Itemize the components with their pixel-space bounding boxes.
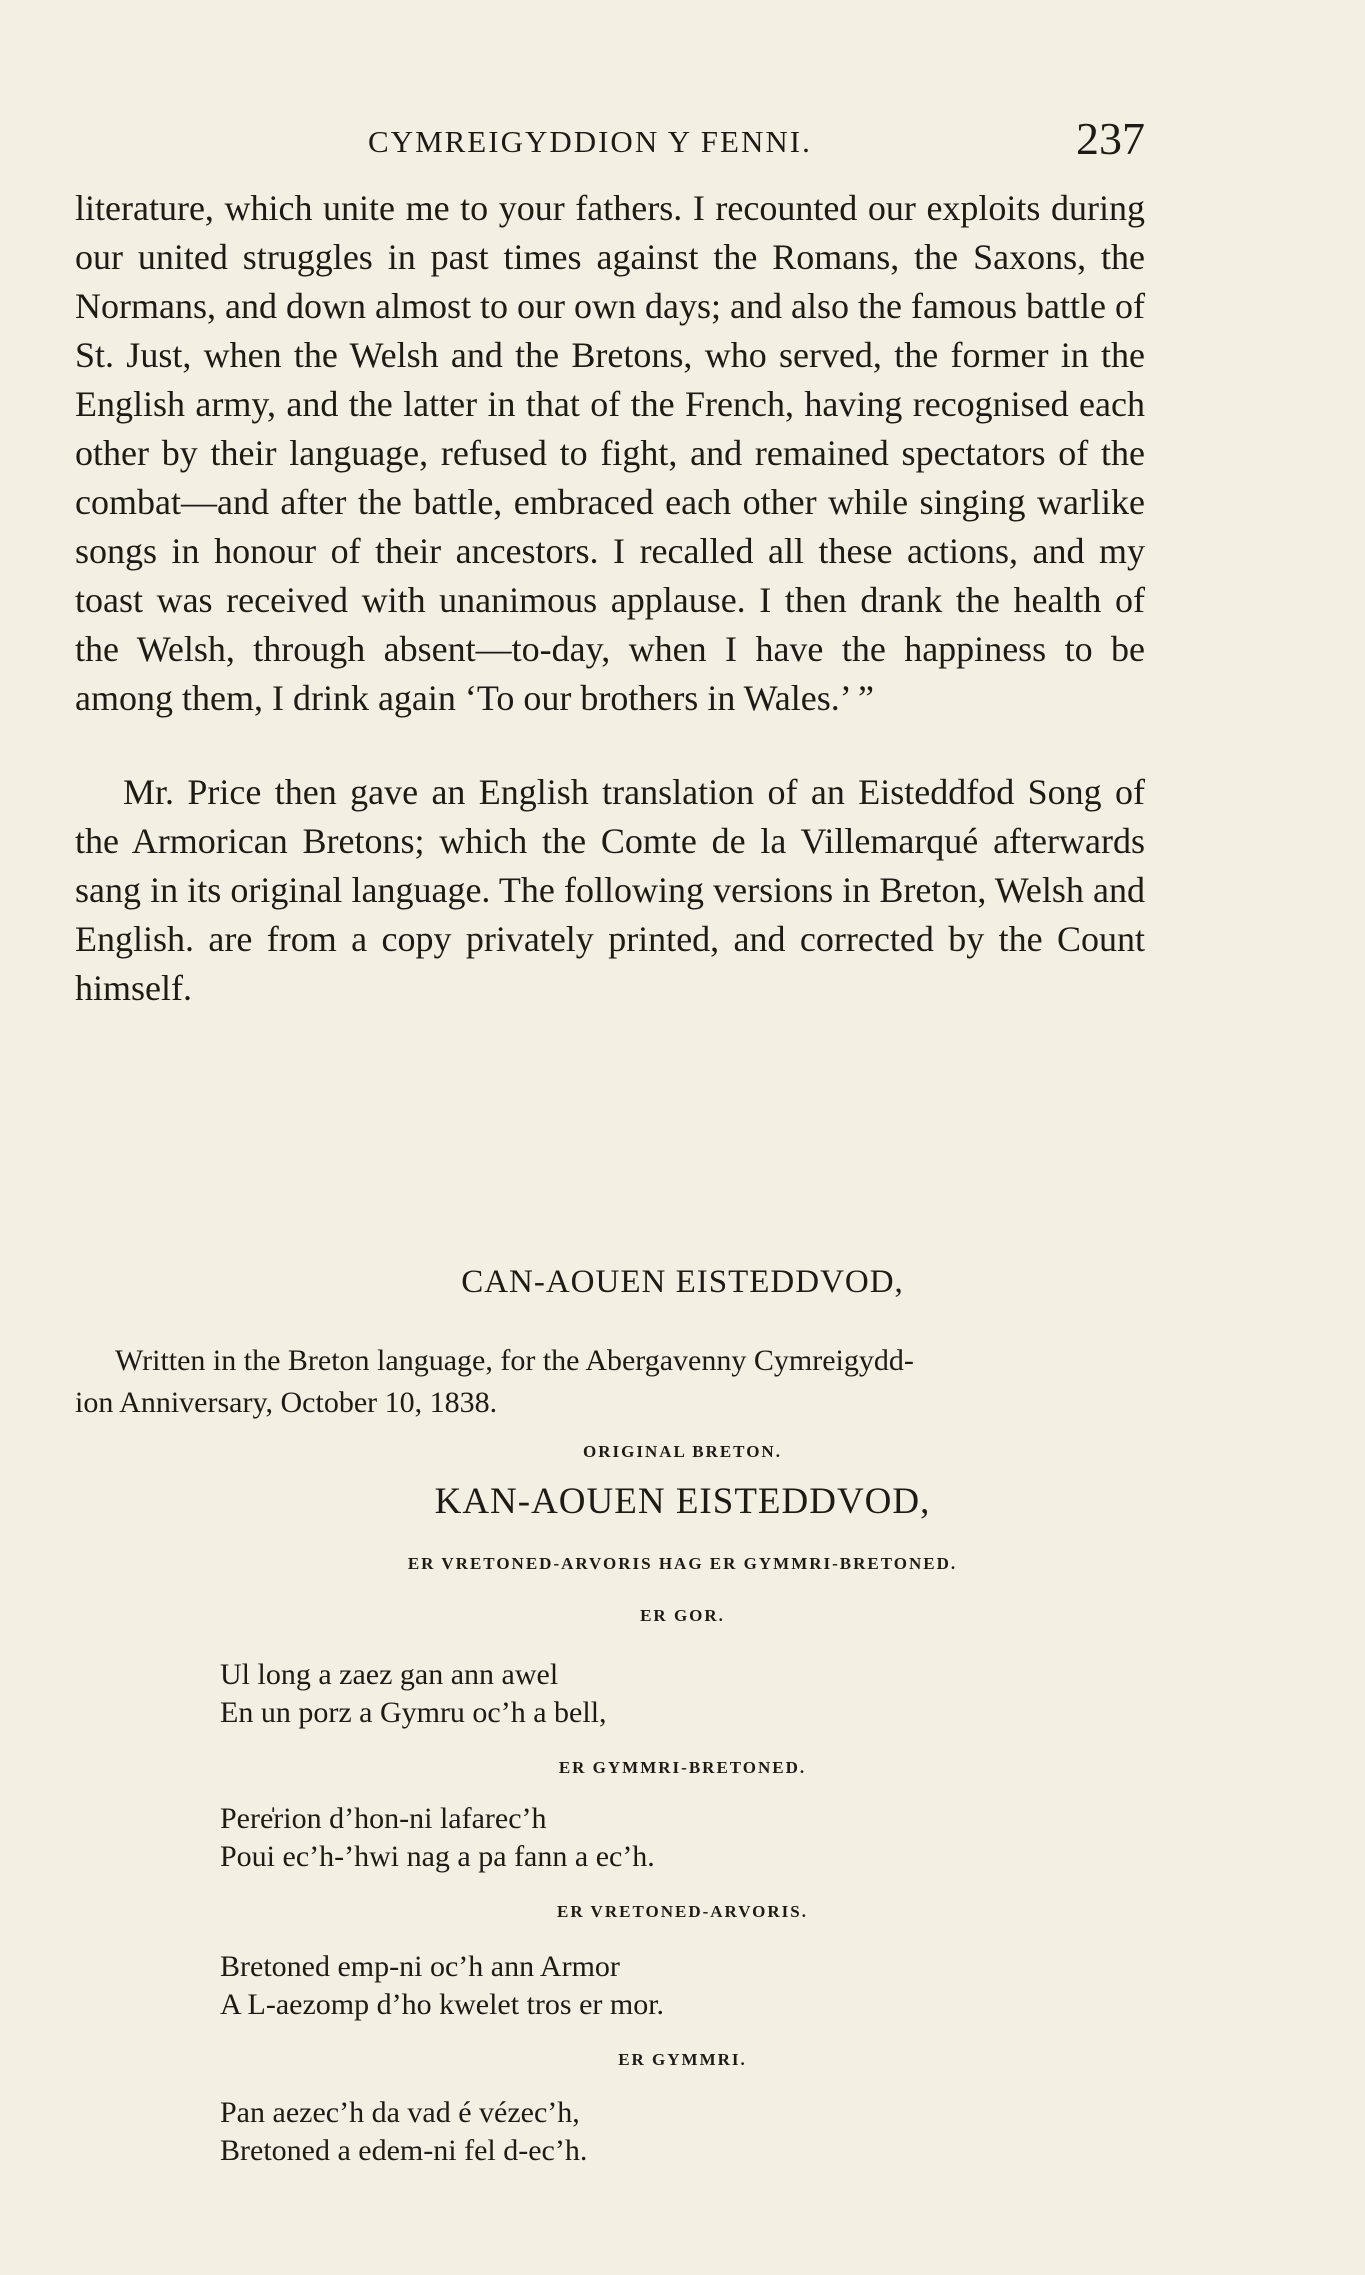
verse-line: Pere̍rion d’hon-ni lafarec’h <box>220 1802 547 1835</box>
breton-subtitle: ER VRETONED-ARVORIS HAG ER GYMMRI-BRETONED. <box>407 1554 958 1573</box>
verse-line: Bretoned emp-ni oc’h ann Armor <box>220 1950 620 1983</box>
verse-line: Poui ec’h-’hwi nag a pa fann a ec’h. <box>220 1840 655 1873</box>
verse-line: Pan aezec’h da vad é vézec’h, <box>220 2096 580 2129</box>
song-subtitle <box>75 1340 1145 1424</box>
stanza-3-speaker: ER VRETONED-ARVORIS. <box>557 1902 808 1921</box>
stanza-4 <box>220 2094 587 2170</box>
verse-line: En un porz a Gymru oc’h a bell, <box>220 1696 607 1729</box>
song-subtitle-line-2: ion Anniversary, October 10, 1838. <box>75 1386 498 1419</box>
prose-body <box>75 184 1145 1013</box>
verse-line: Ul long a zaez gan ann awel <box>220 1658 559 1691</box>
verse-line: A L-aezomp d’ho kwelet tros er mor. <box>220 1988 665 2021</box>
paragraph-introduction: Mr. Price then gave an English translation of an Eisteddfod Song of the Armorican Bretons; which the Comte de la Villemarqué afterwards sang in its original language. The following versions in Breton, Welsh and English. are from a copy privately printed, and corrected by the Count himself. <box>75 772 1145 1008</box>
page-header <box>75 113 1145 174</box>
paragraph-toast: literature, which unite me to your fathers. I recounted our exploits during our united struggles in past times against the Romans, the Saxons, the Normans, and down almost to our own days; and also the famous battle of St. Just, when the Welsh and the Bretons, who served, the former in the English army, and the latter in that of the French, having recognised each other by their language, refused to fight, and remained spectators of the combat—and after the battle, embraced each other while singing warlike songs in honour of their ancestors. I recalled all these actions, and my toast was received with unanimous applause. I then drank the health of the Welsh, through absent—to-day, when I have the happiness to be among them, I drink again ‘To our brothers in Wales.’ ” <box>75 188 1145 718</box>
breton-song-title: KAN-AOUEN EISTEDDVOD, <box>434 1481 931 1522</box>
page-number: 237 <box>1076 113 1145 164</box>
stanza-3 <box>220 1948 664 2024</box>
verse-line: Bretoned a edem-ni fel d-ec’h. <box>220 2134 588 2167</box>
stanza-4-speaker: ER GYMMRI. <box>618 2050 747 2069</box>
original-breton-label: ORIGINAL BRETON. <box>583 1442 782 1461</box>
stanza-1 <box>220 1656 607 1732</box>
song-subtitle-line-1: Written in the Breton language, for the Abergavenny Cymreigydd- <box>115 1344 914 1377</box>
song-title: CAN-AOUEN EISTEDDVOD, <box>461 1264 904 1300</box>
stanza-2-speaker: ER GYMMRI-BRETONED. <box>558 1758 807 1777</box>
stanza-2 <box>220 1800 655 1876</box>
running-title: CYMREIGYDDION Y FENNI. <box>368 124 812 159</box>
stanza-1-speaker: ER GOR. <box>640 1606 725 1625</box>
